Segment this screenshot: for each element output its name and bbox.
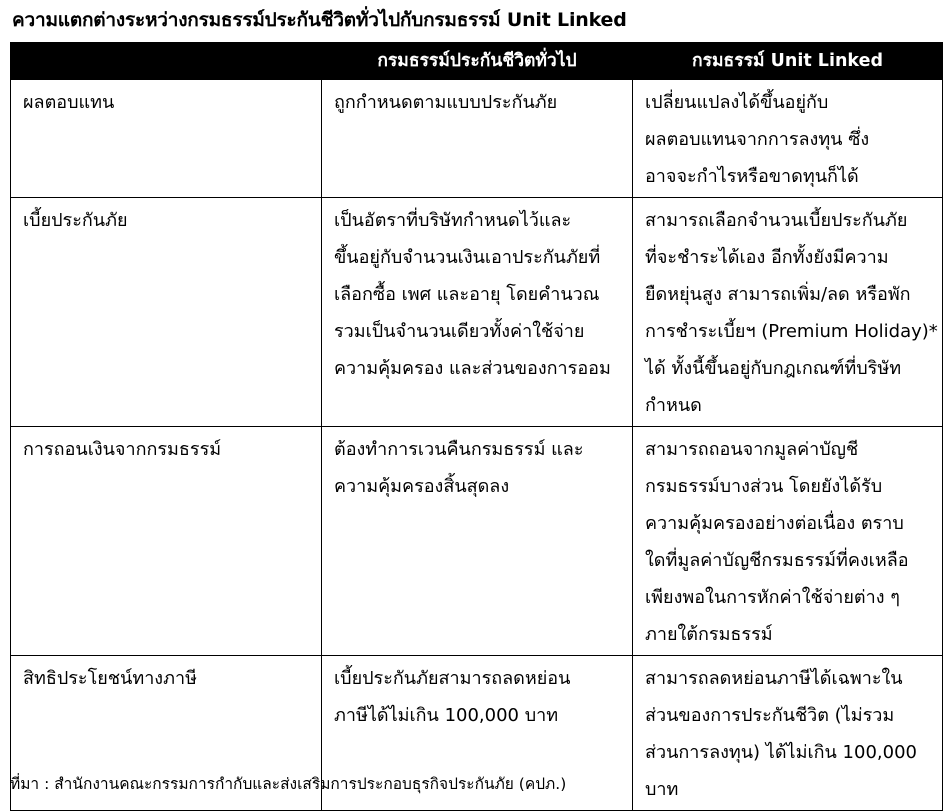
cell-text-line: ความคุ้มครองอย่างต่อเนื่อง ตราบ xyxy=(645,513,904,534)
cell-text-line: ส่วนการลงทุน) ได้ไม่เกิน 100,000 xyxy=(645,742,917,763)
cell-text-line: ความคุ้มครองสิ้นสุดลง xyxy=(334,476,510,497)
general-policy-cell xyxy=(322,198,633,427)
cell-text-line: สามารถถอนจากมูลค่าบัญชี xyxy=(645,439,859,460)
cell-text-line: เพียงพอในการหักค่าใช้จ่ายต่าง ๆ xyxy=(645,587,900,608)
cell-text-line: เปลี่ยนแปลงได้ขึ้นอยู่กับ xyxy=(645,92,829,113)
cell-text-line: ต้องทำการเวนคืนกรมธรรม์ และ xyxy=(334,439,584,460)
cell-text-line: ผลตอบแทน xyxy=(23,92,115,113)
cell-text-line: เลือกซื้อ เพศ และอายุ โดยคำนวณ xyxy=(334,284,600,305)
table-row xyxy=(11,80,943,198)
cell-text-line: รวมเป็นจำนวนเดียวทั้งค่าใช้จ่าย xyxy=(334,321,585,342)
unit-linked-cell xyxy=(633,427,943,656)
header-general-policy: กรมธรรม์ประกันชีวิตทั่วไป xyxy=(322,43,633,80)
cell-text-line: ภายใต้กรมธรรม์ xyxy=(645,624,773,645)
cell-text-line: กรมธรรม์บางส่วน โดยยังได้รับ xyxy=(645,476,883,497)
unit-linked-cell xyxy=(633,198,943,427)
comparison-table xyxy=(10,42,943,811)
cell-text-line: ถูกกำหนดตามแบบประกันภัย xyxy=(334,92,558,113)
cell-text-line: ใดที่มูลค่าบัญชีกรมธรรม์ที่คงเหลือ xyxy=(645,550,909,571)
cell-text-line: สิทธิประโยชน์ทางภาษี xyxy=(23,668,197,689)
cell-text-line: ที่จะชำระได้เอง อีกทั้งยังมีความ xyxy=(645,247,889,268)
cell-text-line: เบี้ยประกันภัย xyxy=(23,210,128,231)
cell-text-line: กำหนด xyxy=(645,395,702,416)
cell-text-line: ขึ้นอยู่กับจำนวนเงินเอาประกันภัยที่ xyxy=(334,247,601,268)
cell-text-line: ได้ ทั้งนี้ขึ้นอยู่กับกฎเกณฑ์ที่บริษัท xyxy=(645,358,902,379)
topic-cell xyxy=(11,427,322,656)
header-unit-linked: กรมธรรม์ Unit Linked xyxy=(633,43,943,80)
cell-text-line: ความคุ้มครอง และส่วนของการออม xyxy=(334,358,611,379)
table-body xyxy=(11,80,943,811)
cell-text-line: สามารถเลือกจำนวนเบี้ยประกันภัย xyxy=(645,210,908,231)
general-policy-cell xyxy=(322,80,633,198)
source-note: ที่มา : สำนักงานคณะกรรมการกำกับและส่งเสริมการประกอบธุรกิจประกันภัย (คปภ.) xyxy=(10,775,567,793)
cell-text-line: เป็นอัตราที่บริษัทกำหนดไว้และ xyxy=(334,210,572,231)
cell-text-line: การชำระเบี้ยฯ (Premium Holiday)* xyxy=(645,321,938,342)
table-row xyxy=(11,427,943,656)
unit-linked-cell xyxy=(633,656,943,811)
document-title: ความแตกต่างระหว่างกรมธรรม์ประกันชีวิตทั่วไปกับกรมธรรม์ Unit Linked xyxy=(12,9,627,31)
general-policy-cell xyxy=(322,427,633,656)
cell-text-line: การถอนเงินจากกรมธรรม์ xyxy=(23,439,222,460)
table-row xyxy=(11,198,943,427)
cell-text-line: ส่วนของการประกันชีวิต (ไม่รวม xyxy=(645,705,895,726)
cell-text-line: ภาษีได้ไม่เกิน 100,000 บาท xyxy=(334,705,559,726)
header-topic xyxy=(11,43,322,80)
cell-text-line: สามารถลดหย่อนภาษีได้เฉพาะใน xyxy=(645,668,903,689)
cell-text-line: ยืดหยุ่นสูง สามารถเพิ่ม/ลด หรือพัก xyxy=(645,284,911,305)
header-row xyxy=(11,43,943,80)
cell-text-line: อาจจะกำไรหรือขาดทุนก็ได้ xyxy=(645,166,859,187)
topic-cell xyxy=(11,198,322,427)
cell-text-line: ผลตอบแทนจากการลงทุน ซึ่ง xyxy=(645,129,870,150)
cell-text-line: เบี้ยประกันภัยสามารถลดหย่อน xyxy=(334,668,571,689)
cell-text-line: บาท xyxy=(645,779,679,800)
unit-linked-cell xyxy=(633,80,943,198)
topic-cell xyxy=(11,80,322,198)
